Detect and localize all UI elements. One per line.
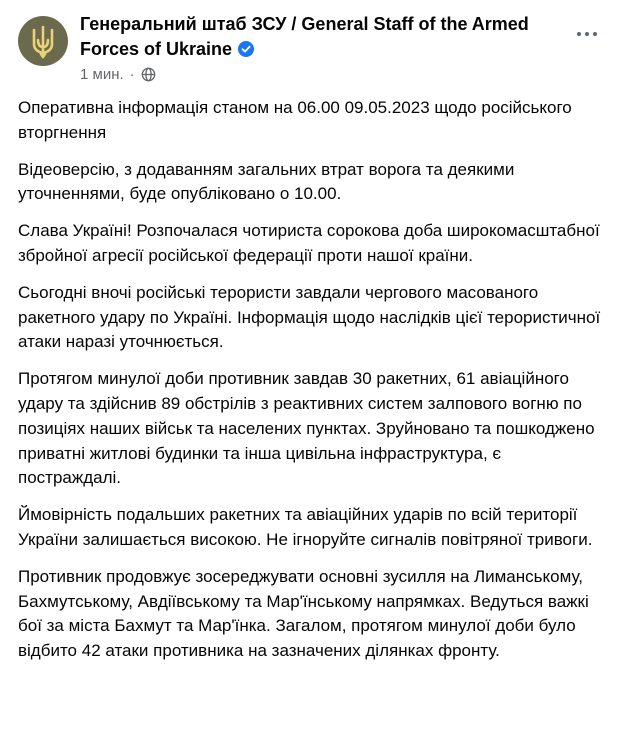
post-author[interactable] <box>80 12 550 62</box>
more-options-button[interactable] <box>573 22 601 46</box>
post-paragraph: Оперативна інформація станом на 06.00 09.05.2023 щодо російського вторгнення <box>18 98 572 142</box>
post-paragraph: Відеоверсію, з додаванням загальних втрат ворога та деякими уточненнями, буде опубліковано о 10.00. <box>18 159 515 204</box>
avatar[interactable] <box>18 16 68 66</box>
globe-icon[interactable] <box>141 67 156 82</box>
post-timestamp[interactable]: 1 мин. <box>80 65 124 83</box>
post-author-name[interactable]: Генеральний штаб ЗСУ / General Staff of the Armed Forces of Ukraine <box>80 14 529 59</box>
post-meta <box>80 64 156 84</box>
post-paragraph: Протягом минулої доби противник завдав 30 ракетних, 61 авіаційного удару та здійснив 89 обстрілів з реактивних систем залпового вогню по позиціях наших військ та населених пунктах. Зруйновано та пошкоджено приватні житлові будинки та інша цивільна інфраструктура, є постраждалі. <box>18 369 595 488</box>
post-body <box>18 96 608 676</box>
more-options-icon <box>577 32 581 36</box>
post-paragraph: Противник продовжує зосереджувати основні зусилля на Лиманському, Бахмутському, Авдіївському та Мар'їнському напрямках. Ведуться важкі бої за міста Бахмут та Мар'їнка. Загалом, протягом минулої доби було відбито 42 атаки противника на зазначених ділянках фронту. <box>18 566 589 661</box>
post-paragraph: Слава Україні! Розпочалася чотириста сорокова доба широкомасштабної збройної агресії російської федерації проти нашої країни. <box>18 221 600 265</box>
post-paragraph: Ймовірність подальших ракетних та авіаційних ударів по всій території України залишається високою. Не ігноруйте сигналів повітряної тривоги. <box>18 505 593 549</box>
verified-badge-icon <box>238 41 254 57</box>
meta-separator: · <box>129 65 135 83</box>
post-paragraph: Сьогодні вночі російські терористи завдали чергового масованого ракетного удару по Україні. Інформація щодо наслідків цієї терористичної атаки наразі уточнюється. <box>18 282 601 352</box>
trident-emblem-icon <box>18 16 68 66</box>
